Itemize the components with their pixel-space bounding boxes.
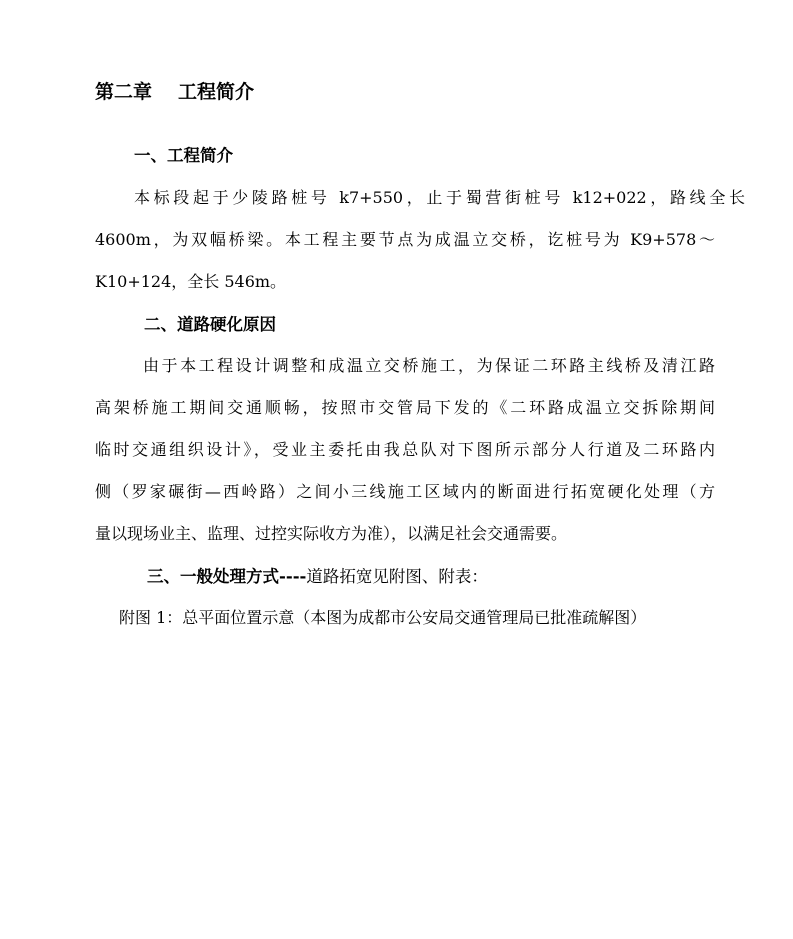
section-heading-3-label: 三、一般处理方式----: [147, 567, 307, 586]
section-heading-3-text: 道路拓宽见附图、附表：: [306, 567, 488, 586]
paragraph-1-line-1: 本标段起于少陵路桩号 k7+550，止于蜀营街桩号 k12+022，路线全长: [134, 188, 745, 207]
paragraph-1-line-3: K10+124，全长 546m。: [95, 272, 287, 291]
paragraph-2-line-4: 侧（罗家碾街—西岭路）之间小三线施工区域内的断面进行拓宽硬化处理（方: [95, 482, 715, 501]
chapter-heading: [95, 80, 254, 104]
figure-caption: 附图 1：总平面位置示意（本图为成都市公安局交通管理局已批准疏解图）: [119, 608, 647, 627]
paragraph-1-line-2: 4600m，为双幅桥梁。本工程主要节点为成温立交桥，讫桩号为 K9+578～: [95, 230, 715, 249]
section-heading-3: [147, 567, 488, 587]
paragraph-2-line-3: 临时交通组织设计》，受业主委托由我总队对下图所示部分人行道及二环路内: [95, 440, 715, 459]
paragraph-2-line-1: 由于本工程设计调整和成温立交桥施工，为保证二环路主线桥及清江路: [143, 356, 715, 375]
section-heading-1: 一、工程简介: [134, 146, 233, 165]
chapter-number: 第二章: [95, 81, 153, 103]
chapter-title: 工程简介: [178, 81, 255, 103]
paragraph-2-line-2: 高架桥施工期间交通顺畅，按照市交管局下发的《二环路成温立交拆除期间: [95, 398, 715, 417]
paragraph-2-line-5: 量以现场业主、监理、过控实际收方为准），以满足社会交通需要。: [95, 524, 568, 543]
section-heading-2: 二、道路硬化原因: [144, 315, 276, 334]
